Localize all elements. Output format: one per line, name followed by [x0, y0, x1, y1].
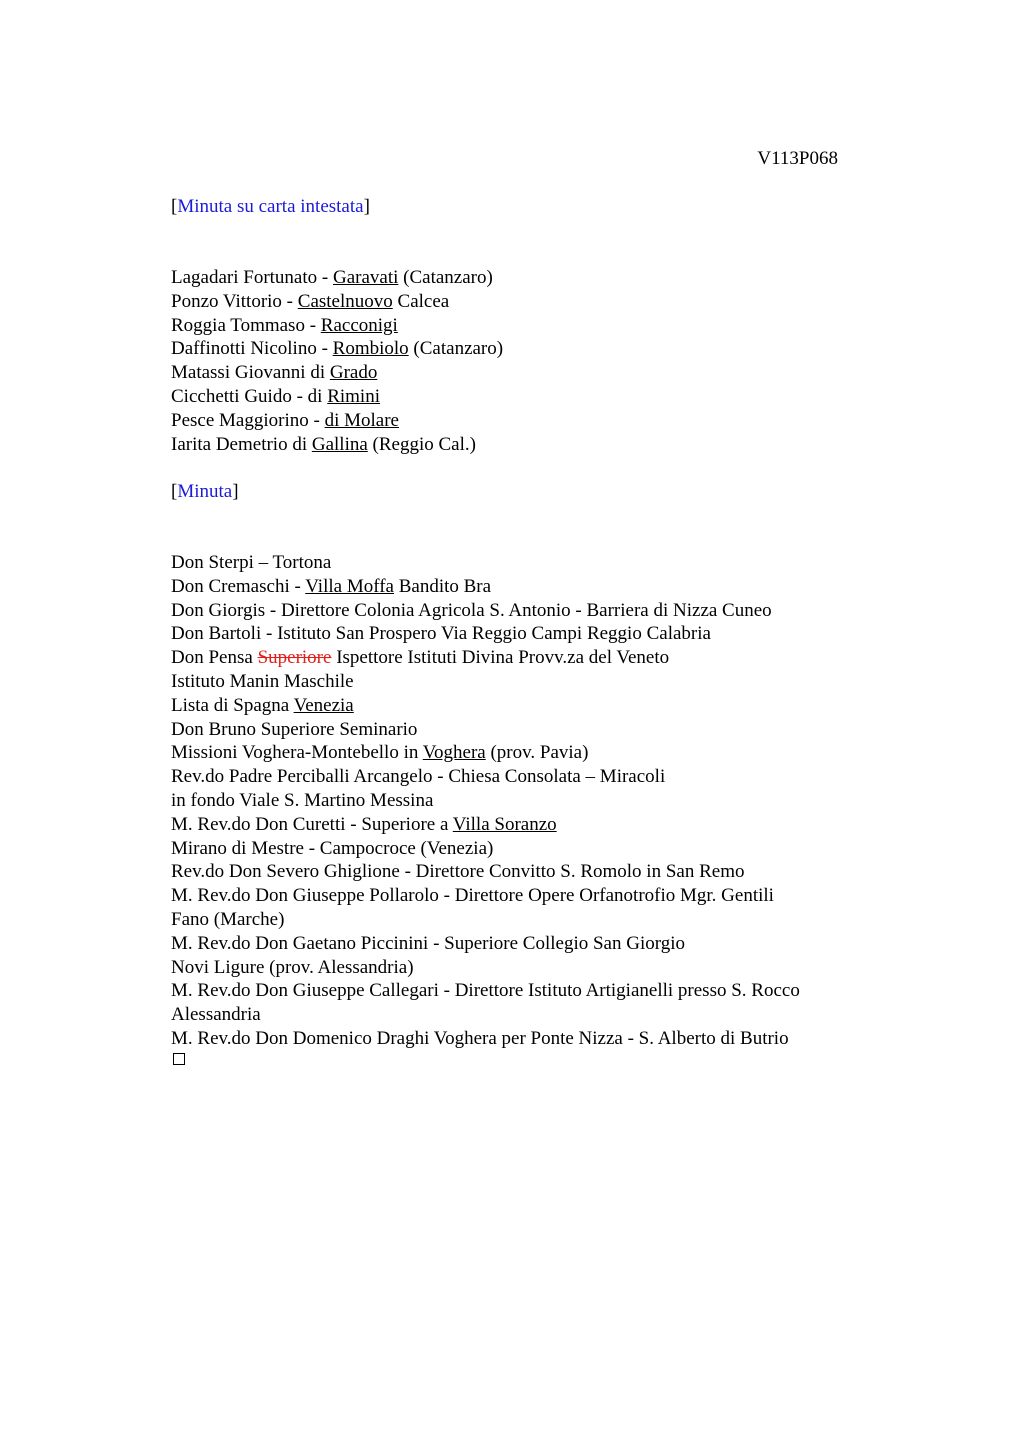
- list-item: [171, 979, 800, 1003]
- list-item: [171, 385, 503, 409]
- entry-text: Bandito Bra: [393, 575, 492, 597]
- list-item: [171, 718, 800, 742]
- underlined-place-name: Grado: [329, 362, 378, 384]
- list-item: [171, 409, 503, 433]
- list-item: [171, 860, 800, 884]
- entry-text: Istituto Manin Maschile: [171, 670, 354, 692]
- entry-text: Daffinotti Nicolino -: [171, 338, 333, 360]
- list-item: [171, 932, 800, 956]
- underlined-place-name: Gallina: [311, 433, 368, 455]
- list-item: [171, 433, 503, 457]
- entry-text: Don Cremaschi -: [171, 575, 306, 597]
- list-item: [171, 337, 503, 361]
- entry-text: (Catanzaro): [408, 338, 504, 360]
- document-code: V113P068: [757, 148, 838, 169]
- list-item: [171, 789, 800, 813]
- entry-text: M. Rev.do Don Giuseppe Callegari - Direttore Istituto Artigianelli presso S. Rocco: [171, 980, 800, 1002]
- list-item: [171, 694, 800, 718]
- list-item: [171, 765, 800, 789]
- list-item: [171, 670, 800, 694]
- entry-text: M. Rev.do Don Curetti - Superiore a: [171, 813, 453, 835]
- list-item: [171, 1003, 800, 1027]
- entry-text: Don Sterpi – Tortona: [171, 552, 332, 573]
- list-item: [171, 956, 800, 980]
- entry-text: Missioni Voghera-Montebello in: [171, 742, 423, 764]
- list-item: [171, 599, 800, 623]
- underlined-place-name: Racconigi: [320, 314, 398, 336]
- entry-text: Novi Ligure (prov. Alessandria): [171, 956, 414, 978]
- entry-text: (prov. Pavia): [485, 742, 589, 764]
- entry-text: Calcea: [392, 290, 450, 312]
- recipient-list-section-2: [171, 551, 800, 1051]
- entry-text: Iarita Demetrio di: [171, 433, 312, 455]
- list-item: [171, 551, 800, 575]
- list-item: [171, 884, 800, 908]
- underlined-place-name: Garavati: [332, 267, 399, 288]
- entry-text: Roggia Tommaso -: [171, 314, 321, 336]
- list-item: [171, 575, 800, 599]
- entry-text: Pesce Maggiorino -: [171, 409, 325, 431]
- entry-text: in fondo Viale S. Martino Messina: [171, 789, 434, 811]
- list-item: [171, 1027, 800, 1051]
- section-label-text: Minuta: [177, 481, 233, 502]
- entry-text: M. Rev.do Don Giuseppe Pollarolo - Direttore Opere Orfanotrofio Mgr. Gentili: [171, 885, 774, 907]
- end-of-document-box-icon: [173, 1053, 185, 1065]
- entry-text: Cicchetti Guido - di: [171, 385, 328, 407]
- entry-text: Don Giorgis - Direttore Colonia Agricola S. Antonio - Barriera di Nizza Cuneo: [171, 599, 772, 621]
- entry-text: Rev.do Don Severo Ghiglione - Direttore Convitto S. Romolo in San Remo: [171, 861, 745, 883]
- list-item: [171, 290, 503, 314]
- underlined-place-name: Rombiolo: [332, 338, 409, 360]
- list-item: [171, 646, 800, 670]
- entry-text: (Reggio Cal.): [367, 433, 476, 455]
- list-item: [171, 908, 800, 932]
- underlined-place-name: Castelnuovo: [297, 290, 393, 312]
- entry-text: Ponzo Vittorio -: [171, 290, 298, 312]
- list-item: [171, 314, 503, 338]
- entry-text: Ispettore Istituti Divina Provv.za del Veneto: [331, 647, 670, 669]
- list-item: [171, 813, 800, 837]
- underlined-place-name: Venezia: [293, 694, 354, 716]
- underlined-place-name: Voghera: [422, 742, 486, 764]
- entry-text: Lagadari Fortunato -: [171, 267, 333, 288]
- underlined-place-name: Villa Moffa: [305, 575, 394, 597]
- entry-text: (Catanzaro): [398, 267, 493, 288]
- section-label-text: Minuta su carta intestata: [177, 196, 364, 217]
- recipient-list-section-1: [171, 266, 503, 456]
- list-item: [171, 266, 503, 290]
- entry-text: M. Rev.do Don Gaetano Piccinini - Superiore Collegio San Giorgio: [171, 932, 685, 954]
- entry-text: Matassi Giovanni di: [171, 362, 330, 384]
- entry-text: Don Bruno Superiore Seminario: [171, 718, 418, 740]
- struck-out-word: Superiore: [257, 647, 332, 669]
- entry-text: Rev.do Padre Perciballi Arcangelo - Chiesa Consolata – Miracoli: [171, 766, 666, 788]
- list-item: [171, 837, 800, 861]
- section-label-draft: [Minuta]: [171, 481, 239, 502]
- entry-text: Don Pensa: [171, 647, 258, 669]
- entry-text: Don Bartoli - Istituto San Prospero Via Reggio Campi Reggio Calabria: [171, 623, 711, 645]
- underlined-place-name: Villa Soranzo: [452, 813, 557, 835]
- underlined-place-name: Rimini: [327, 385, 380, 407]
- entry-text: Fano (Marche): [171, 908, 285, 930]
- entry-text: Lista di Spagna: [171, 694, 294, 716]
- underlined-place-name: di Molare: [324, 409, 399, 431]
- list-item: [171, 741, 800, 765]
- list-item: [171, 361, 503, 385]
- entry-text: Alessandria: [171, 1004, 261, 1026]
- list-item: [171, 622, 800, 646]
- entry-text: M. Rev.do Don Domenico Draghi Voghera per Ponte Nizza - S. Alberto di Butrio: [171, 1027, 789, 1049]
- entry-text: Mirano di Mestre - Campocroce (Venezia): [171, 837, 494, 859]
- section-label-letterhead-draft: [Minuta su carta intestata]: [171, 196, 370, 217]
